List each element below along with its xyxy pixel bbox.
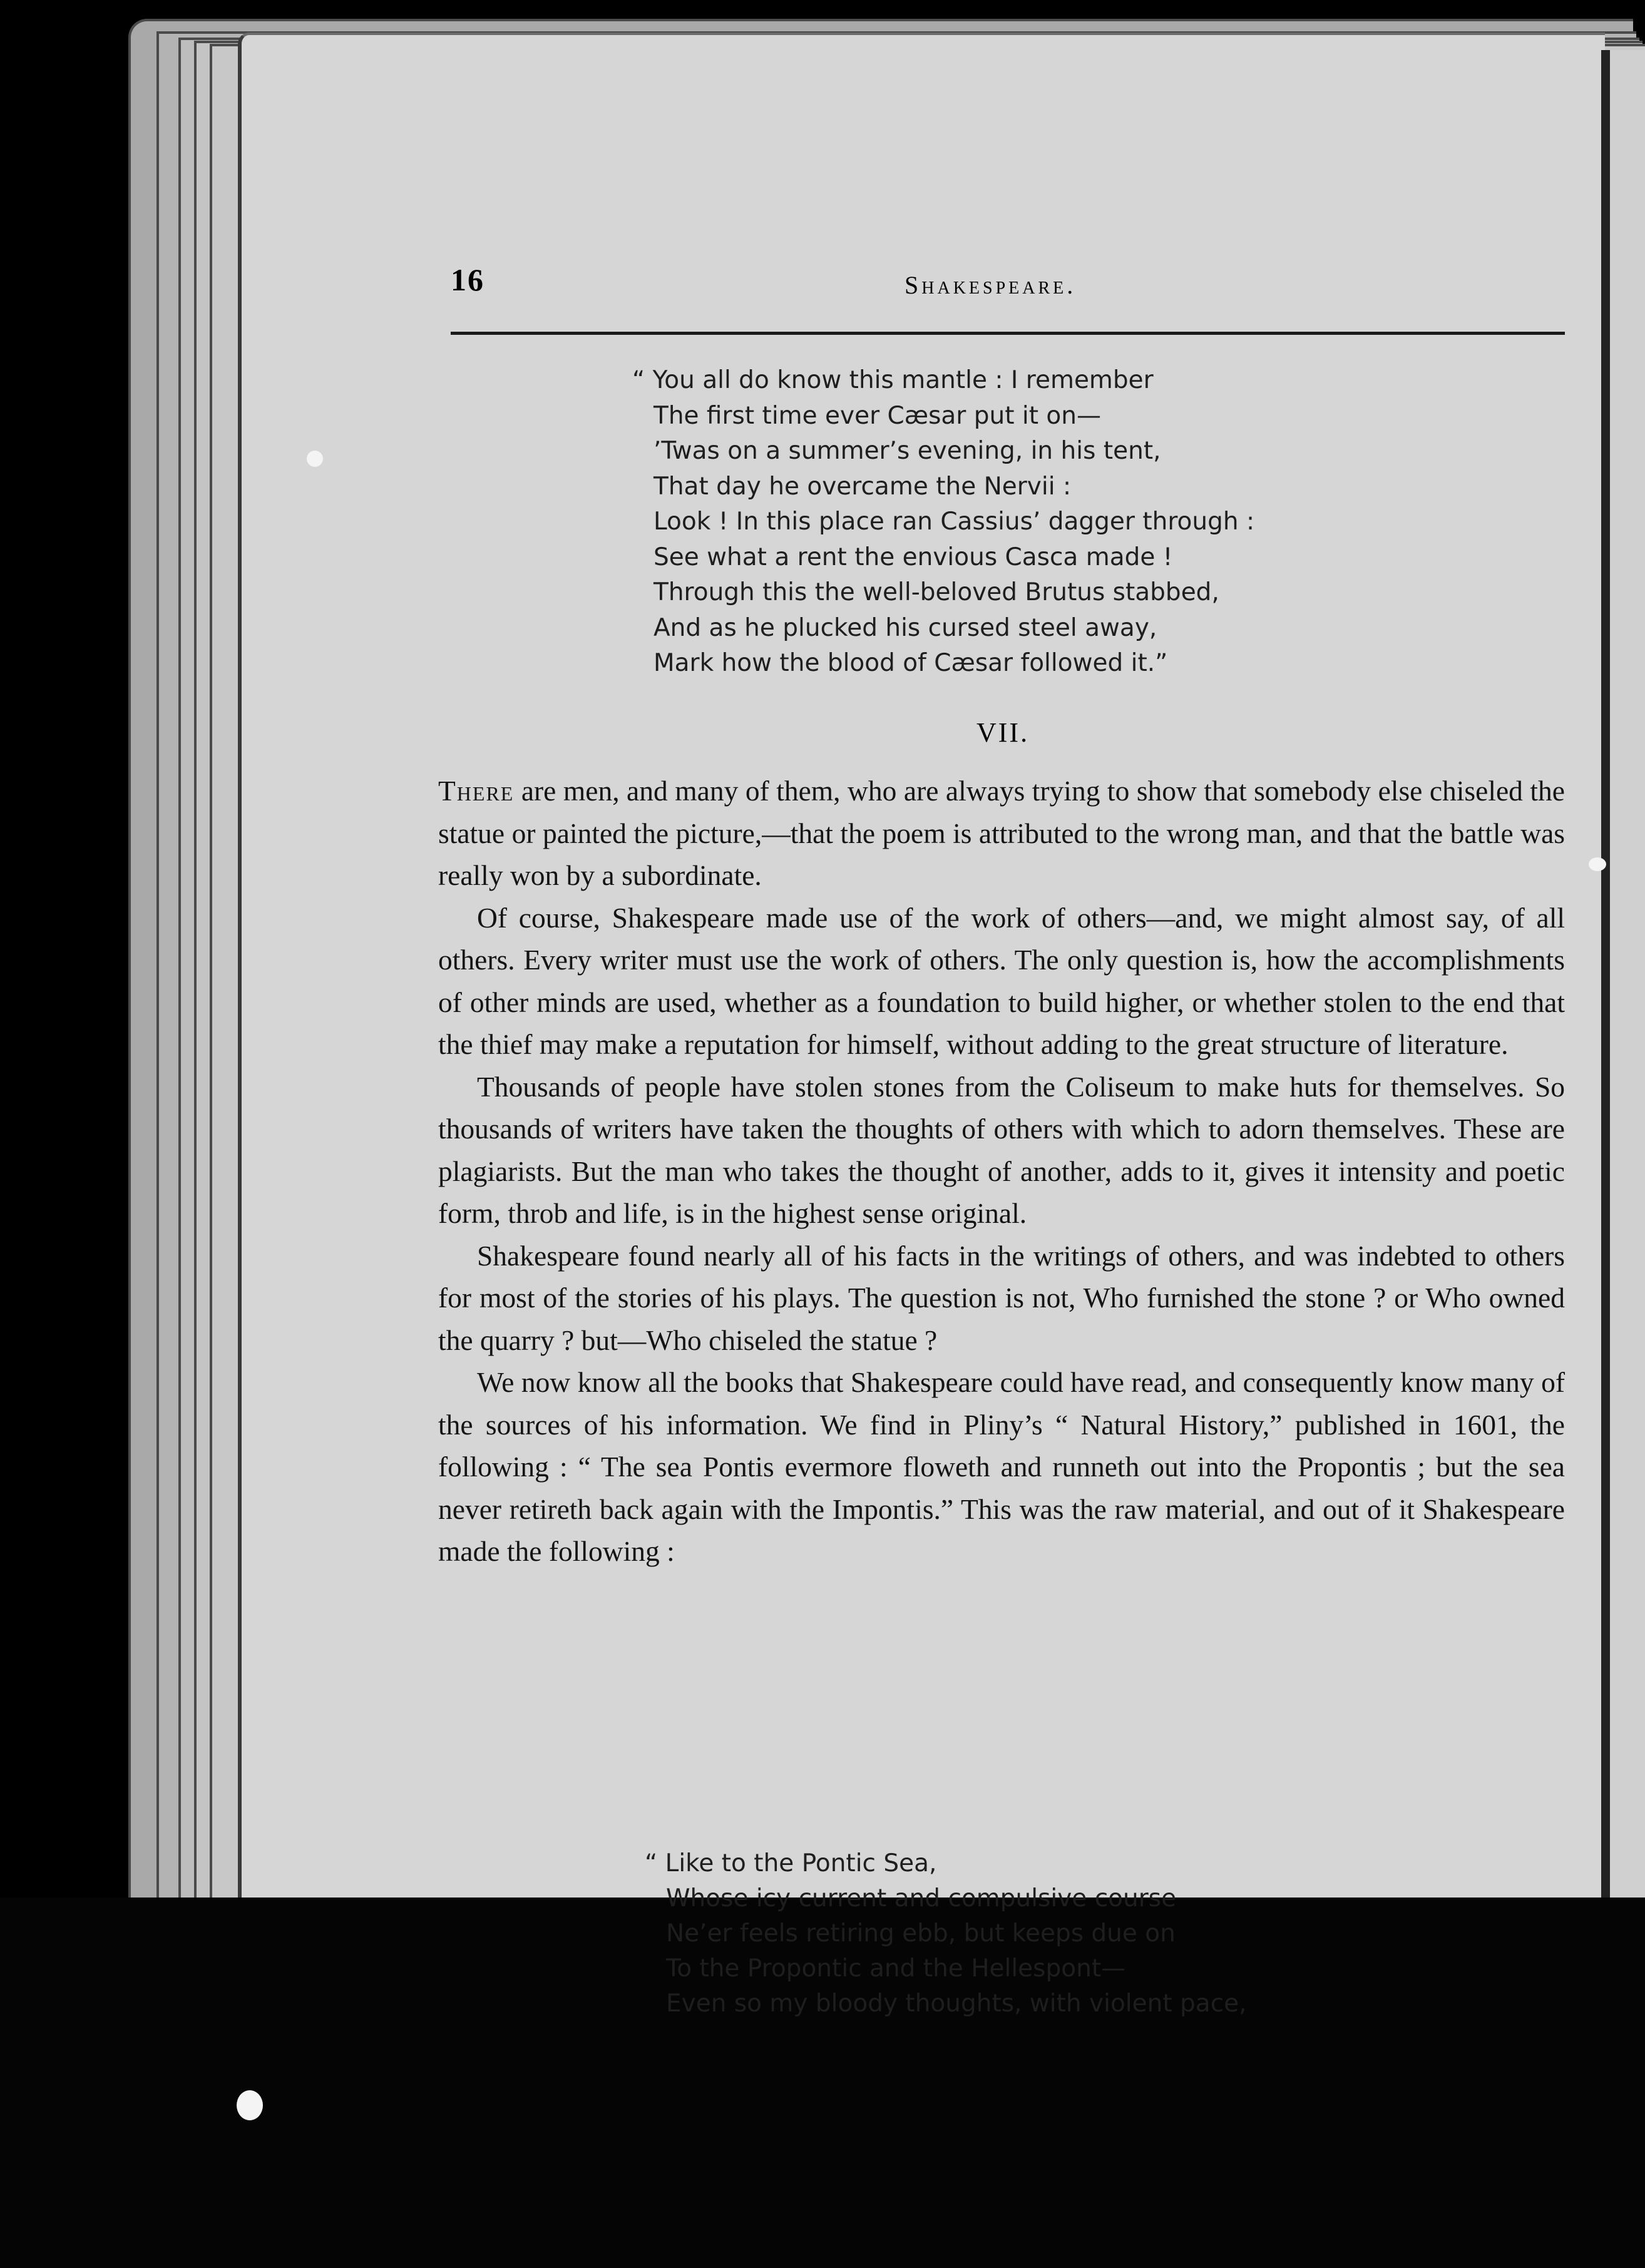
paragraph-text: are men, and many of them, who are always trying to show that somebody else chiseled the statue or painted the picture,—that the poem is attributed to the wrong man, and that the battle was really won by a subordinate. xyxy=(438,775,1565,891)
paragraph: Thousands of people have stolen stones from the Coliseum to make huts for themselves. So thousands of writers have taken the thoughts of others with which to adorn themselves. These are plagiarists. But the man who takes the thought of another, adds to it, gives it intensity and poetic form, throb and life, is in the highest sense original. xyxy=(438,1070,1565,1229)
paragraph-lead-word: There xyxy=(438,775,515,807)
verse-quotation-two xyxy=(645,1846,1247,2021)
verse-line: And as he plucked his cursed steel away, xyxy=(653,613,1157,642)
section-heading: VII. xyxy=(976,717,1030,748)
verse-line: Whose icy current and compulsive course xyxy=(666,1884,1177,1913)
scan-speck xyxy=(307,451,323,467)
verse-line: ’Twas on a summer’s evening, in his tent, xyxy=(653,437,1161,465)
running-head xyxy=(451,262,1565,312)
scan-speck xyxy=(237,2090,263,2120)
running-title: Shakespeare. xyxy=(904,271,1077,299)
verse-line: Even so my bloody thoughts, with violent pace, xyxy=(666,1990,1247,2018)
page-number: 16 xyxy=(451,262,484,297)
verse-quotation xyxy=(632,363,1254,682)
verse-line: Look ! In this place ran Cassius’ dagger through : xyxy=(653,508,1255,536)
verse-line: “ You all do know this mantle : I remember xyxy=(632,366,1154,394)
verse-line: That day he overcame the Nervii : xyxy=(653,472,1072,501)
paragraph: We now know all the books that Shakespeare could have read, and consequently know many of the sources of his information. We find in Pliny’s “ Natural History,” published in 1601, the following : “ The sea Pontis evermore floweth and runneth out into the Propontis ; but the sea never retireth back again with the Impontis.” This was the raw material, and out of it Shakespeare made the following : xyxy=(438,1366,1565,1567)
scan-speck xyxy=(1589,857,1606,871)
verse-line: Mark how the blood of Cæsar followed it.” xyxy=(653,649,1168,677)
paragraph xyxy=(438,770,1565,897)
paragraph: Of course, Shakespeare made use of the work of others—and, we might almost say, of all others. Every writer must use the work of others. The only question is, how the accomplishments of other minds are used, whether as a foundation to build higher, or whether stolen to the end that the thief may make a reputation for himself, without adding to the great structure of literature. xyxy=(438,901,1565,1060)
verse-line: Ne’er feels retiring ebb, but keeps due on xyxy=(666,1919,1176,1948)
verse-line: “ Like to the Pontic Sea, xyxy=(645,1849,937,1877)
paragraph: Shakespeare found nearly all of his facts in the writings of others, and was indebted to others for most of the stories of his plays. The question is not, Who furnished the stone ? or Who owned the quarry ? but—Who chiseled the statue ? xyxy=(438,1239,1565,1356)
verse-line: See what a rent the envious Casca made ! xyxy=(653,543,1173,571)
verse-line: To the Propontic and the Hellespont— xyxy=(666,1954,1126,1983)
header-rule xyxy=(451,332,1565,335)
body-text xyxy=(438,770,1565,1573)
verse-line: The first time ever Cæsar put it on— xyxy=(653,401,1101,430)
verse-line: Through this the well-beloved Brutus stabbed, xyxy=(653,578,1219,606)
